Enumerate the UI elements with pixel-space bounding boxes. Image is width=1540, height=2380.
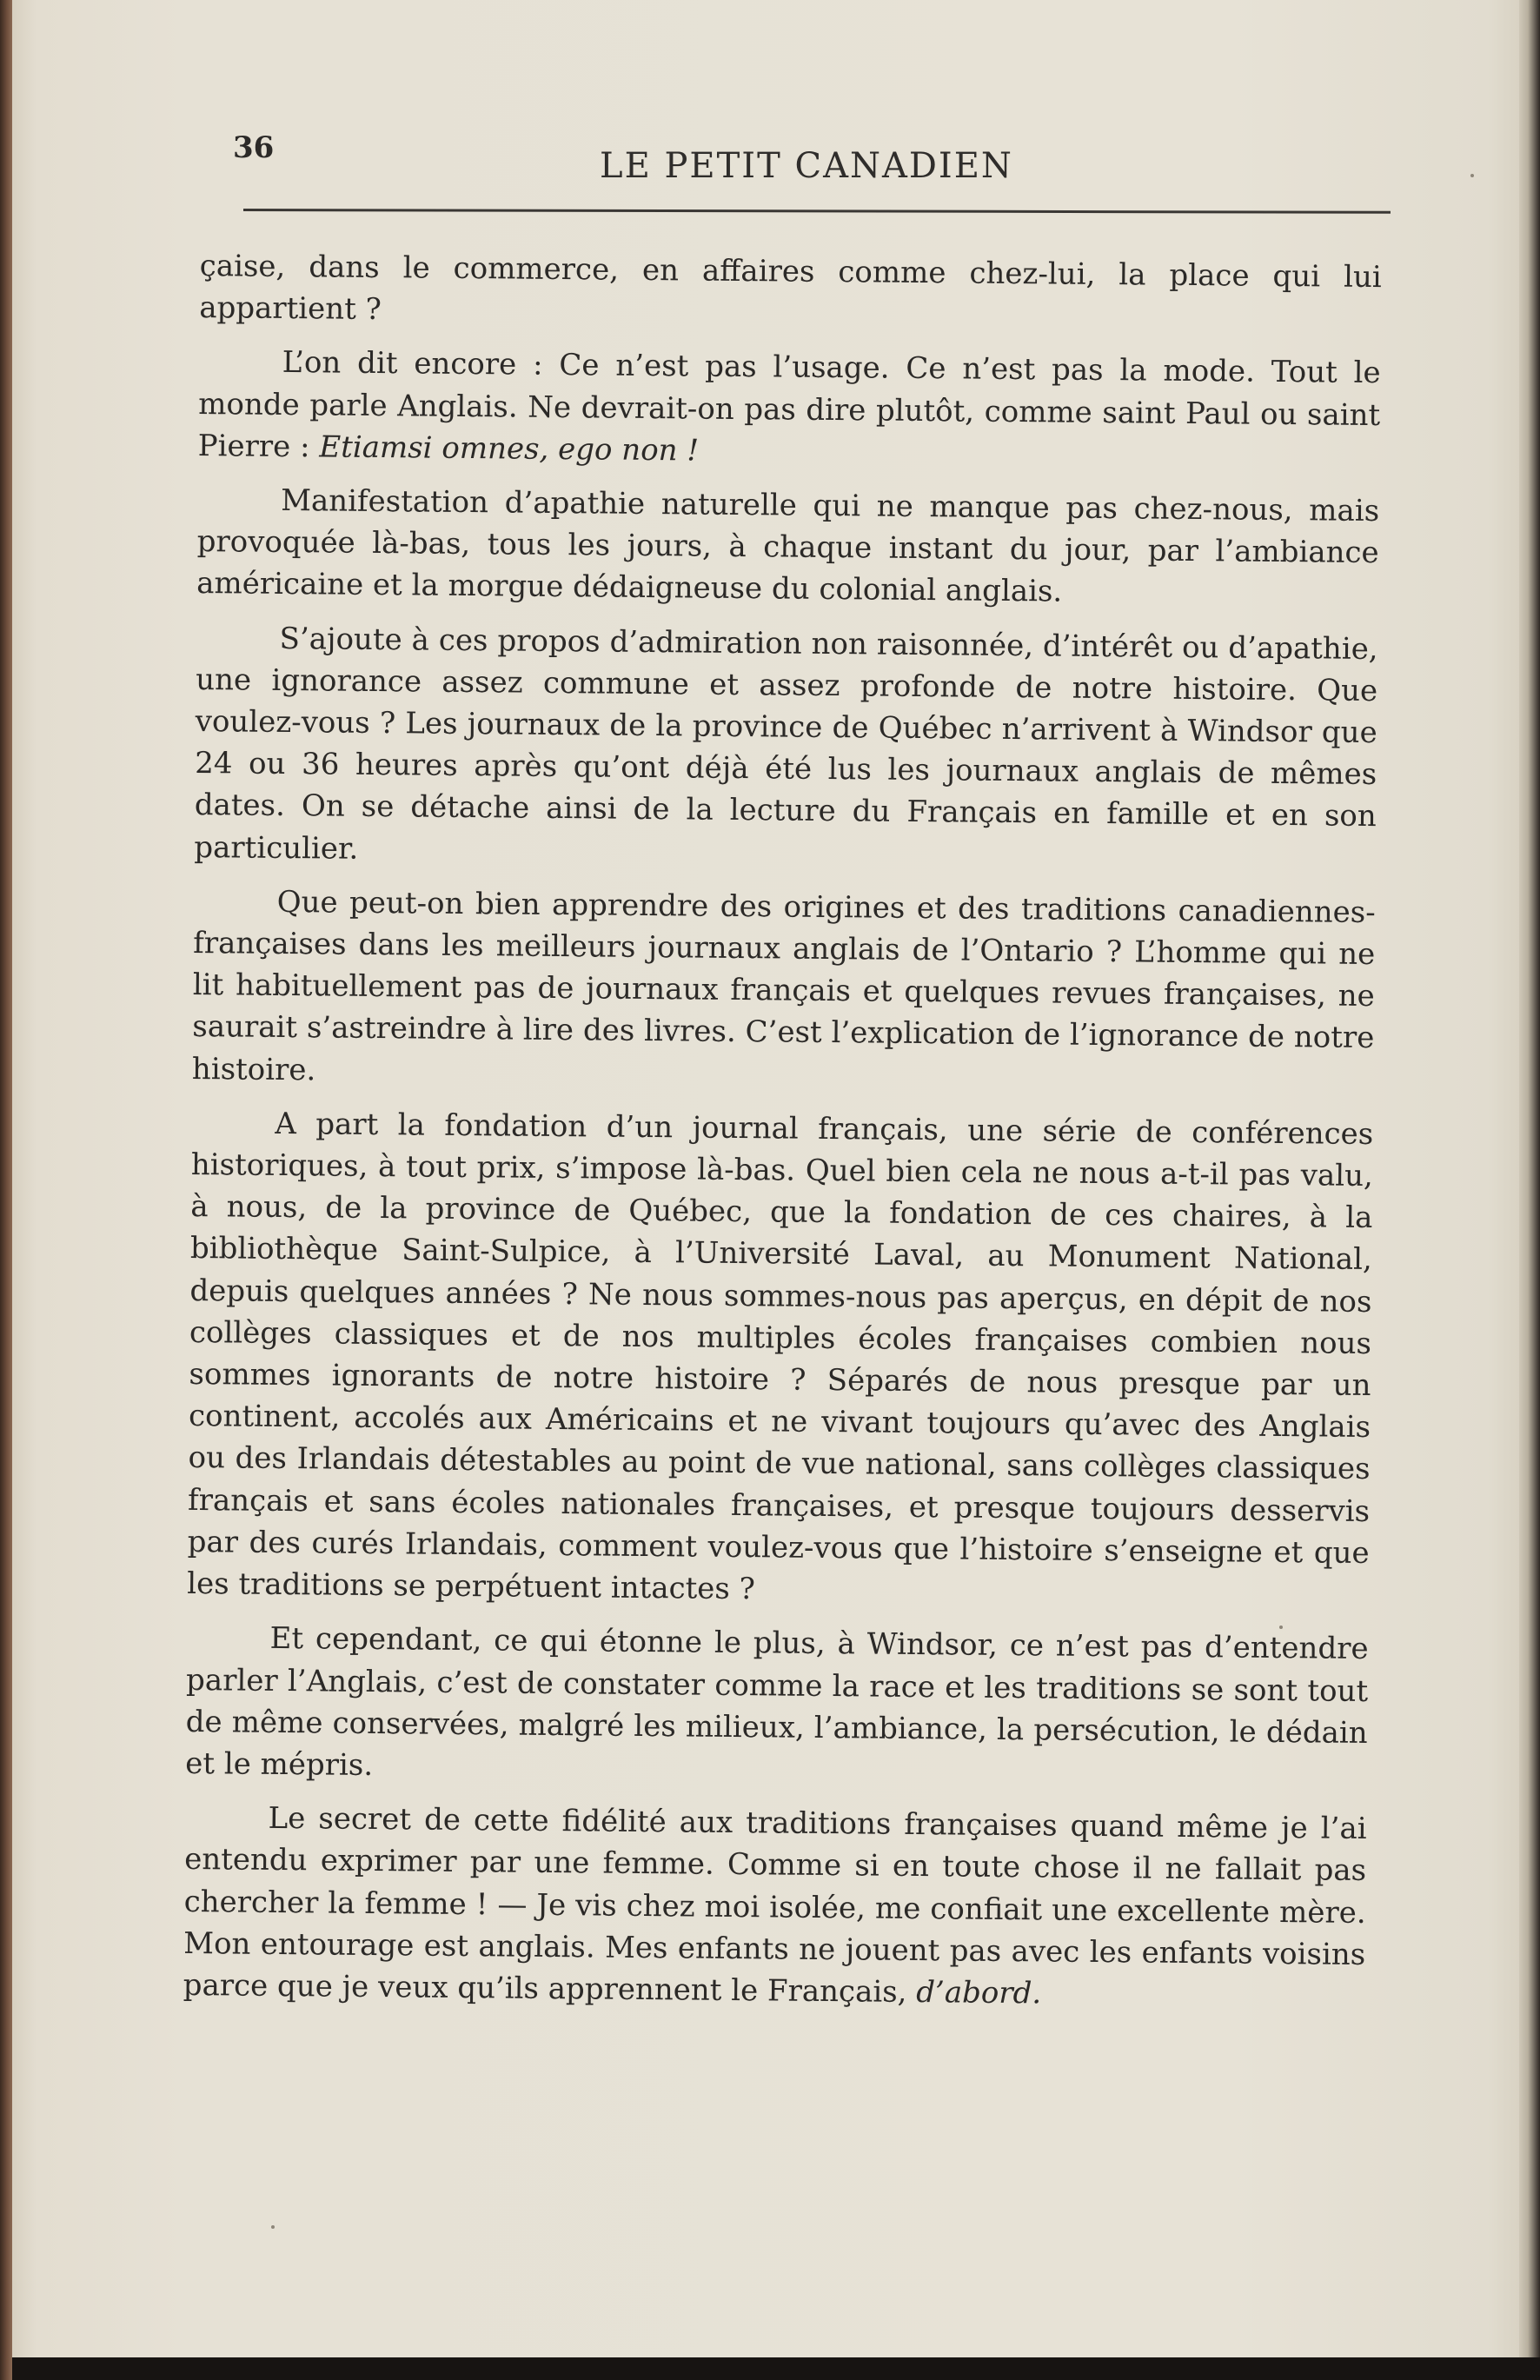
paragraph-text: S’ajoute à ces propos d’admiration non raisonnée, d’intérêt ou d’apathie, une ignorance assez commune et assez profonde de notre histoire. Que voulez-vous ? Les journaux de la province de Québec n’arrivent à Windsor que 24 ou 36 heures après qu’ont déjà été lus les journaux anglais de mêmes dates. On se détache ainsi de la lecture du Français en famille et en son particulier. xyxy=(194,621,1378,867)
paragraph xyxy=(185,1617,1369,1796)
paragraph xyxy=(187,1102,1373,1616)
page-right-edge xyxy=(1519,0,1540,2357)
paragraph xyxy=(198,341,1381,478)
page-number: 36 xyxy=(233,130,275,165)
book-binding-edge xyxy=(0,0,12,2380)
paragraph xyxy=(199,245,1382,340)
paragraph-text: Le secret de cette fidélité aux traditions françaises quand même je l’ai entendu exprimer par une femme. Comme si en toute chose il ne fallait pas chercher la femme ! — Je vis chez moi isolée, me confiait une excellente mère. Mon entourage est anglais. Mes enfants ne jouent pas avec les enfants voisins parce que je veux qu’ils apprennent le Français, xyxy=(183,1800,1367,2010)
running-title: LE PETIT CANADIEN xyxy=(600,146,1013,186)
latin-quote: Etiamsi omnes, ego non ! xyxy=(319,429,700,469)
paragraph-text: A part la fondation d’un journal français, une série de conférences historiques, à tout prix, s’impose là-bas. Quel bien cela ne nous a-t-il pas valu, à nous, de la province de Québec, que la fondation de ces chaires, à la bibliothèque Saint-Sulpice, à l’Université Laval, au Monument National, depuis quelques années ? Ne nous sommes-nous pas aperçus, en dépit de nos collèges classiques et de nos multiples écoles françaises combien nous sommes ignorants de notre histoire ? Séparés de nous presque par un continent, accolés aux Américains et ne vivant toujours qu’avec des Anglais ou des Irlandais détestables au point de vue national, sans collèges classiques français et sans écoles nationales françaises, et presque toujours desservis par des curés Irlandais, comment voulez-vous que l’histoire s’enseigne et que les traditions se perpétuent intactes ? xyxy=(187,1106,1374,1607)
paragraph xyxy=(192,881,1376,1101)
italic-emphasis: d’abord. xyxy=(916,1974,1042,2011)
paragraph-text: Et cependant, ce qui étonne le plus, à Windsor, ce n’est pas d’entendre parler l’Anglais, c’est de constater comme la race et les traditions se sont tout de même conservées, malgré les milieux, l’ambiance, la persécution, le dédain et le mépris. xyxy=(185,1621,1369,1783)
paragraph-text: Manifestation d’apathie naturelle qui ne manque pas chez-nous, mais provoquée là-bas, tous les jours, à chaque instant du jour, par l’ambiance américaine et la morgue dédaigneuse du colonial anglais. xyxy=(196,482,1380,609)
paragraph-text: L’on dit encore : Ce n’est pas l’usage. Ce n’est pas la mode. Tout le monde parle Anglais. Ne devrait-on pas dire plutôt, comme saint Paul ou saint Pierre : xyxy=(197,345,1381,465)
paper-speck xyxy=(1470,174,1474,177)
paragraph xyxy=(196,479,1379,616)
paragraph xyxy=(183,1797,1367,2018)
paragraph-text: çaise, dans le commerce, en affaires comme chez-lui, la place qui lui appartient ? xyxy=(199,248,1382,328)
paper-speck xyxy=(271,2225,275,2229)
paragraph xyxy=(194,617,1378,880)
paragraph-text: Que peut-on bien apprendre des origines et des traditions canadiennes-françaises dans les meilleurs journaux anglais de l’Ontario ? L’homme qui ne lit habituellement pas de journaux français et quelques revues françaises, ne saurait s’astreindre à lire des livres. C’est l’explication de l’ignorance de notre histoire. xyxy=(191,884,1376,1087)
body-text xyxy=(183,245,1382,2030)
